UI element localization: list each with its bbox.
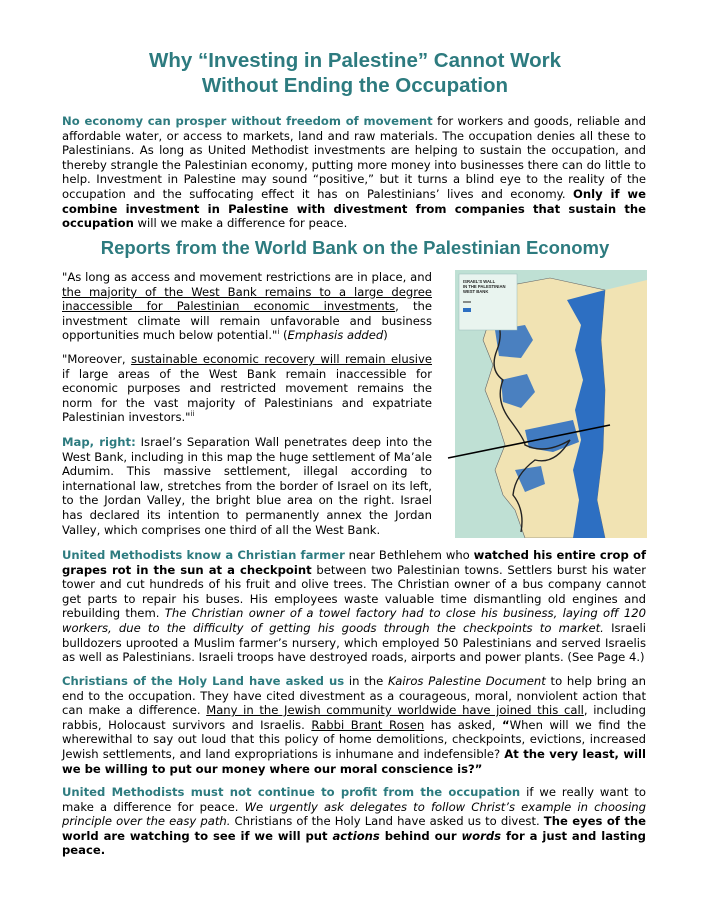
christians-text-3: , including rabbis, Holocaust survivors and Israelis. bbox=[62, 703, 647, 732]
closing-words: words bbox=[461, 828, 502, 843]
west-bank-wall-map bbox=[455, 270, 647, 538]
rabbi-name: Rabbi Brant Rosen bbox=[311, 717, 425, 732]
closing-bold-3: for a just and lasting peace. bbox=[62, 828, 646, 858]
christians-underlined-1: Many in the Jewish community worldwide have joined this call bbox=[206, 703, 584, 718]
farmer-text-3: Israeli bulldozers uprooted a Muslim farmer’s nursery, which employed 50 Palestinians and served Israelis as well as Palestinians. Israeli troops have destroyed roads, airports and power plants. (See Page 4.) bbox=[62, 620, 646, 665]
intro-text-2: will we make a difference for peace. bbox=[133, 216, 348, 231]
farmer-bold-1: watched his entire crop of grapes rot in the sun at a checkpoint bbox=[62, 548, 646, 577]
quote2-underlined: sustainable economic recovery will remain elusive bbox=[131, 352, 432, 366]
page-title-line-2: Without Ending the Occupation bbox=[201, 74, 509, 97]
closing-lead: United Methodists must not continue to profit from the occupation bbox=[62, 785, 521, 799]
page-title-line-1: Why “Investing in Palestine” Cannot Work bbox=[149, 49, 561, 72]
world-bank-quote-1 bbox=[62, 270, 432, 343]
quote1-underlined: the majority of the West Bank remains to a large degree inaccessible for Palestinian economic investments bbox=[62, 284, 432, 314]
footnote-marker-i: i bbox=[277, 328, 280, 337]
map-title-line-3: WEST BANK bbox=[463, 289, 489, 294]
quote1-tail-open: ( bbox=[279, 328, 288, 343]
intro-paragraph bbox=[62, 114, 646, 231]
intro-lead: No economy can prosper without freedom of movement bbox=[62, 114, 433, 128]
christians-text-2: to help bring an end to the occupation. They have cited divestment as a courageous, moral, nonviolent action that can make a difference. bbox=[62, 674, 647, 718]
christians-lead: Christians of the Holy Land have asked us bbox=[62, 674, 345, 688]
farmer-italic-1: The Christian owner of a towel factory had to close his business, laying off 120 workers, due to the difficulty of getting his goods through the checkpoints to market. bbox=[62, 606, 646, 635]
quote1-pre: "As long as access and movement restrictions are in place, and bbox=[62, 270, 432, 284]
kairos-document-title: Kairos Palestine Document bbox=[388, 674, 546, 688]
intro-bold: Only if we combine investment in Palestine with divestment from companies that sustain the occupation bbox=[62, 186, 646, 231]
closing-bold-1: The eyes of the world are watching to see if we will put bbox=[62, 814, 646, 843]
closing-actions: actions bbox=[332, 828, 380, 843]
christians-text-4: has asked, bbox=[424, 717, 502, 732]
map-title-line-2: IN THE PALESTINIAN bbox=[463, 284, 506, 289]
farmer-text-1: near Bethlehem who bbox=[344, 548, 474, 562]
footnote-marker-ii: ii bbox=[190, 410, 195, 419]
farmer-paragraph bbox=[62, 548, 646, 665]
map-legend-annex-swatch bbox=[463, 308, 471, 312]
quote1-emphasis: Emphasis added bbox=[287, 328, 384, 343]
quote2-pre: "Moreover, bbox=[62, 352, 132, 366]
farmer-text-2: between two Palestinian towns. Settlers burst his water tower and cut hundreds of his fruit and olive trees. The Christian owner of a bus company cannot get parts to repair his buses. His employees waste valuable time dismantling old engines and rebuilding them. bbox=[62, 562, 646, 621]
christians-bold-2: At the very least, will we be willing to put our money where our moral conscience is?” bbox=[62, 746, 647, 776]
christians-bold-quote: “ bbox=[502, 717, 510, 732]
farmer-lead: United Methodists know a Christian farmer bbox=[62, 548, 345, 562]
quote1-post: , the investment climate will remain unfavorable and business opportunities much below potential." bbox=[62, 299, 432, 343]
christians-text-5: When will we find the wherewithal to say out loud that this policy of home demolitions, checkpoints, evictions, increased Jewish settlements, and land expropriations is inhumane and indefensible? bbox=[62, 717, 646, 761]
world-bank-quote-2 bbox=[62, 352, 432, 425]
quote1-tail-close: ) bbox=[383, 328, 388, 343]
map-title-line-1: ISRAEL'S WALL bbox=[463, 279, 496, 284]
map-caption-lead: Map, right: bbox=[62, 435, 136, 449]
closing-paragraph bbox=[62, 785, 646, 858]
christians-paragraph bbox=[62, 674, 646, 776]
christians-text-1: in the bbox=[344, 674, 389, 688]
closing-text-1: if we really want to make a difference for peace. bbox=[62, 785, 646, 814]
section-title: Reports from the World Bank on the Palestinian Economy bbox=[100, 237, 610, 258]
intro-text-1: for workers and goods, reliable and affordable water, or access to markets, land and raw materials. The occupation denies all these to Palestinians. As long as United Methodist investments are helping to sustain the occupation, and thereby strangle the Palestinian economy, putting more money into businesses there can do little to help. Investment in Palestine may sound “positive,” but it turns a blind eye to the reality of the occupation and the suffocating effect it has on Palestinians’ lives and economy. bbox=[62, 114, 646, 201]
map-caption-text: Israel’s Separation Wall penetrates deep into the West Bank, including in this map the huge settlement of Ma’ale Adumim. This massive settlement, illegal according to international law, stretches from the border of Israel on its left, to the Jordan Valley, the bright blue area on the right. Israel has declared its intention to permanently annex the Jordan Valley, which comprises one third of all the West Bank. bbox=[62, 435, 432, 537]
closing-text-2: Christians of the Holy Land have asked us to divest. bbox=[230, 814, 544, 829]
closing-italic: We urgently ask delegates to follow Christ’s example in choosing principle over the easy path. bbox=[62, 799, 646, 829]
closing-bold-2: behind our bbox=[379, 828, 462, 843]
map-caption bbox=[62, 435, 432, 537]
page-title bbox=[60, 48, 650, 98]
quote2-post: if large areas of the West Bank remain inaccessible for economic purposes and restricted movement remains the norm for the vast majority of Palestinians and expatriate Palestinian investors." bbox=[62, 366, 432, 425]
